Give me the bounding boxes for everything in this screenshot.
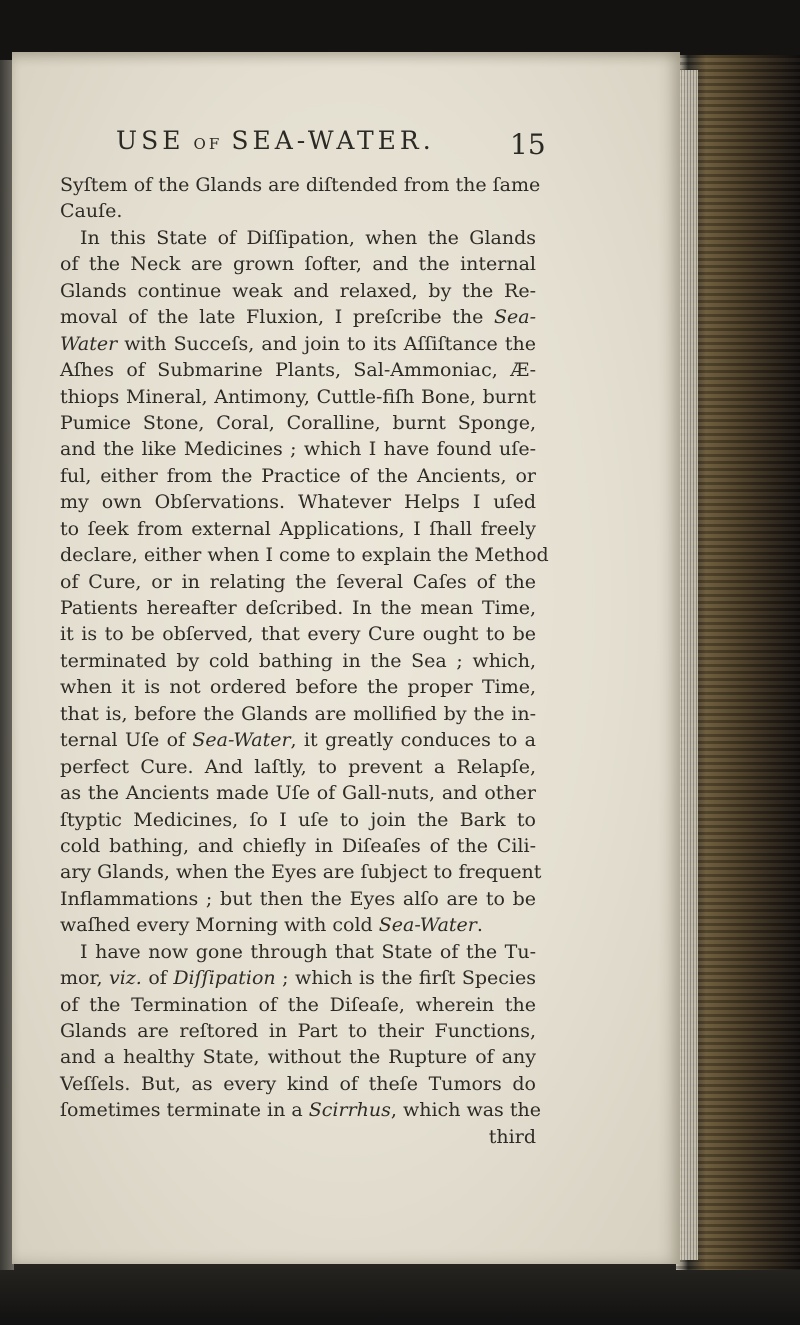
text-run: ary Glands, when the Eyes are ſubject to frequent [60, 861, 542, 884]
text-line [60, 489, 536, 515]
text-line [60, 727, 536, 753]
text-run: of the Termination of the Diſeaſe, wherein the [60, 993, 536, 1016]
running-head-word-of: OF [193, 135, 223, 153]
text-line [60, 992, 536, 1018]
text-run: cold bathing, and chiefly in Diſeaſes of the Cili- [60, 834, 536, 857]
text-line [60, 939, 536, 965]
italic-text: Water [60, 332, 118, 355]
text-run: ful, either from the Practice of the Ancients, or [60, 464, 536, 487]
text-line [60, 886, 536, 912]
text-run: . [476, 914, 483, 937]
text-run: Aſhes of Submarine Plants, Sal-Ammoniac, Æ- [60, 359, 536, 382]
text-line [60, 780, 536, 806]
text-run: Pumice Stone, Coral, Coralline, burnt Sponge, [60, 411, 536, 434]
text-line [60, 754, 536, 780]
text-run: mor, [60, 967, 109, 990]
body-text [60, 172, 549, 1150]
text-run: perfect Cure. And laſtly, to prevent a Relapſe, [60, 755, 536, 778]
italic-text: viz. [108, 967, 142, 990]
text-line [60, 542, 549, 568]
text-run: of the Neck are grown ſofter, and the internal [60, 253, 536, 276]
text-run: my own Obſervations. Whatever Helps I uſed [60, 491, 536, 514]
text-run: waſhed every Morning with cold [60, 914, 379, 937]
text-run: terminated by cold bathing in the Sea ; which, [60, 649, 536, 672]
text-line [60, 1044, 536, 1070]
text-line [60, 648, 536, 674]
text-run: Cauſe. [60, 200, 123, 223]
text-line [60, 621, 536, 647]
text-run: of Cure, or in relating the ſeveral Caſes of the [60, 570, 536, 593]
text-line [60, 331, 536, 357]
text-run: as the Ancients made Uſe of Gall-nuts, and other [60, 782, 536, 805]
text-line [60, 304, 536, 330]
text-run: Inflammations ; but then the Eyes alſo are to be [60, 887, 536, 910]
text-line [60, 384, 536, 410]
text-line [60, 833, 536, 859]
text-run: ; which is the firſt Species [275, 967, 536, 990]
text-line [60, 674, 536, 700]
text-run: Glands continue weak and relaxed, by the Re- [60, 279, 536, 302]
text-run: and a healthy State, without the Rupture of any [60, 1046, 536, 1069]
text-line [60, 1071, 536, 1097]
text-line [60, 225, 536, 251]
text-line [60, 463, 536, 489]
text-run: of [141, 967, 174, 990]
text-run: thiops Mineral, Antimony, Cuttle-fiſh Bone, burnt [60, 385, 536, 408]
text-run: ſtyptic Medicines, ſo I uſe to join the Bark to [60, 808, 536, 831]
text-line [60, 278, 536, 304]
text-run: Syſtem of the Glands are diſtended from the ſame [60, 174, 541, 196]
text-run: Patients hereafter deſcribed. In the mean Time, [60, 597, 536, 619]
text-run: that is, before the Glands are mollified by the in- [60, 702, 536, 725]
italic-text: Scirrhus [308, 1099, 391, 1122]
page-number: 15 [510, 128, 546, 161]
text-line [60, 859, 542, 885]
italic-text: Sea-Water [378, 914, 477, 937]
text-line [60, 357, 536, 383]
running-head-word-sea-water: SEA-WATER. [231, 126, 435, 155]
text-line [60, 436, 536, 462]
text-run: I have now gone through that State of the Tu- [80, 940, 536, 963]
text-run: with Succeſs, and join to its Aſſiſtance the [117, 332, 536, 355]
running-head [116, 126, 556, 174]
text-line [60, 1018, 536, 1044]
text-run: to ſeek from external Applications, I ſhall freely [60, 517, 536, 540]
text-run: , which was the [390, 1099, 541, 1122]
text-run: ſometimes terminate in a [60, 1099, 309, 1122]
text-line [60, 1124, 536, 1150]
text-line [60, 569, 536, 595]
italic-text: Diſſipation [173, 967, 276, 990]
text-run: Veſſels. But, as every kind of theſe Tumors do [60, 1072, 536, 1095]
text-line [60, 516, 536, 542]
text-line [60, 251, 536, 277]
text-run: it is to be obſerved, that every Cure ought to be [60, 623, 536, 646]
text-run: when it is not ordered before the proper Time, [60, 676, 536, 699]
text-run: and the like Medicines ; which I have found uſe- [60, 438, 536, 461]
text-run: ternal Uſe of [60, 729, 193, 752]
italic-text: Sea- [493, 306, 536, 329]
text-line [60, 912, 536, 938]
text-line [60, 807, 536, 833]
text-run: moval of the late Fluxion, I preſcribe the [60, 306, 494, 329]
italic-text: Sea-Water [192, 729, 291, 752]
text-run: declare, either when I come to explain the Method [60, 544, 549, 567]
text-line [60, 172, 541, 198]
text-line [60, 595, 536, 621]
text-line [60, 410, 536, 436]
text-run: third [488, 1125, 536, 1148]
text-run: Glands are reſtored in Part to their Functions, [60, 1020, 536, 1042]
text-line [60, 1097, 541, 1123]
running-head-word-use: USE [116, 126, 185, 155]
text-line [60, 701, 536, 727]
text-line [60, 198, 536, 224]
text-line [60, 965, 536, 991]
text-run: In this State of Diſſipation, when the Glands [80, 226, 536, 249]
text-run: , it greatly conduces to a [290, 729, 537, 752]
